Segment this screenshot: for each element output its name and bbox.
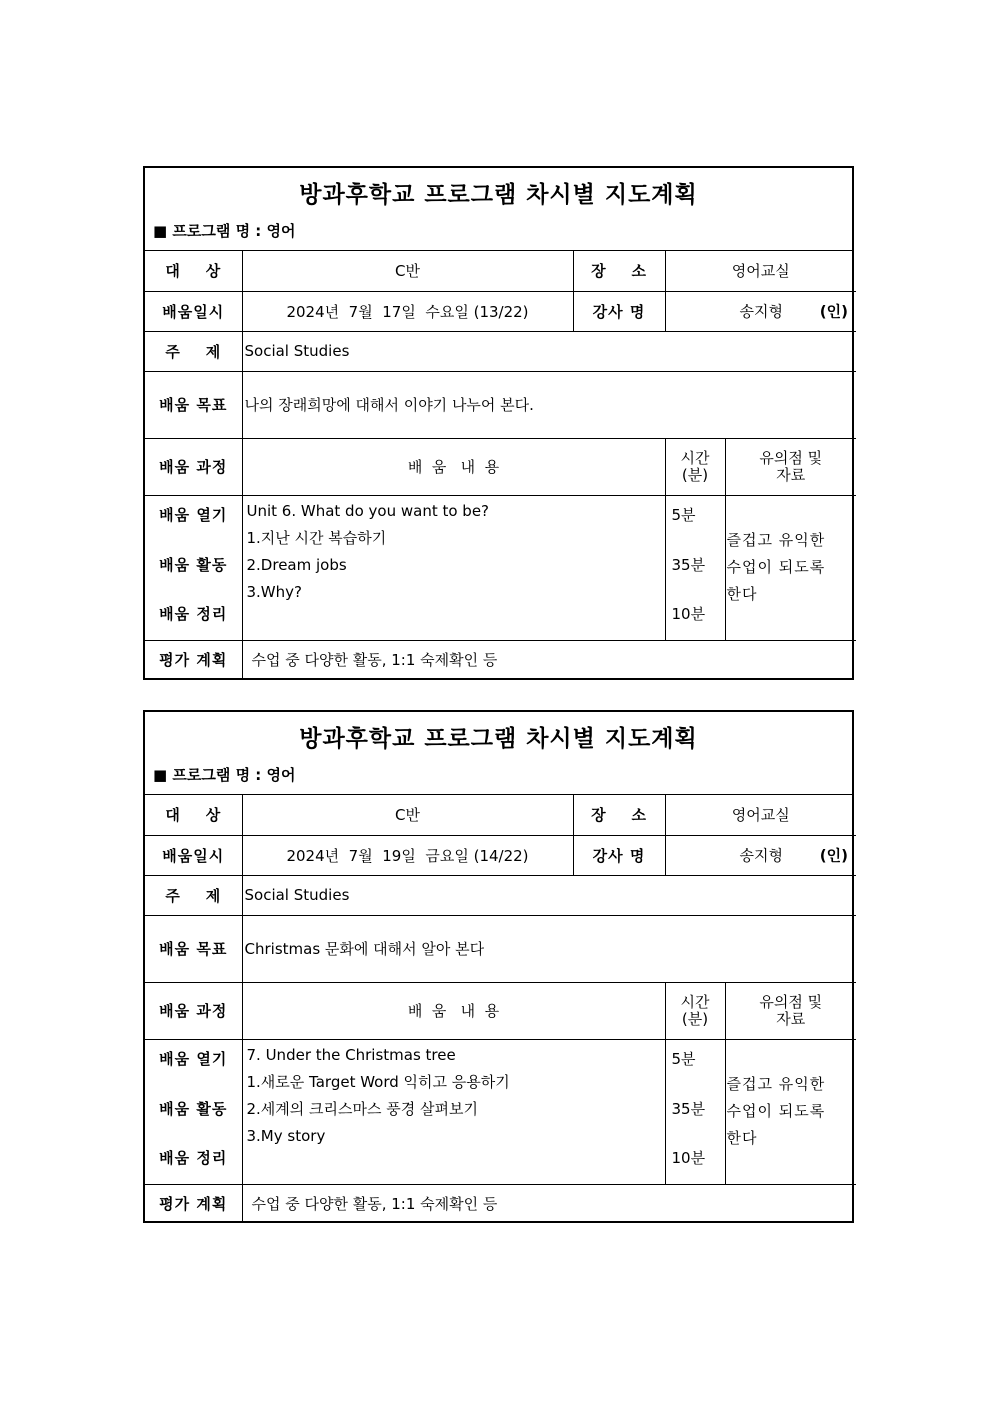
notes-line: 수업이 되도록 [726, 558, 826, 576]
content-line: 7. Under the Christmas tree [246, 1045, 456, 1064]
notes-header-line2: 자료 [776, 465, 806, 484]
instructor-seal: (인) [819, 846, 848, 865]
content-line: Unit 6. What do you want to be? [246, 501, 490, 520]
goal-label: 배움 목표 [145, 915, 242, 982]
instructor-name: 송지형 [739, 302, 783, 321]
subject-value: Social Studies [242, 331, 856, 371]
process-label: 배움 과정 [145, 438, 242, 495]
content-cell [242, 1039, 665, 1184]
instructor-label: 강사 명 [573, 835, 665, 875]
plan-header [145, 712, 852, 795]
time-header [665, 982, 725, 1039]
time-cell [665, 495, 725, 640]
target-value: C반 [242, 795, 573, 835]
time-header-line2: (분) [681, 1009, 709, 1028]
time-header-line2: (분) [681, 465, 709, 484]
notes-line: 한다 [726, 1129, 758, 1147]
plan-table [145, 251, 856, 679]
content-cell [242, 495, 665, 640]
subject-label: 주 제 [145, 875, 242, 915]
content-header: 배 움 내 용 [242, 438, 665, 495]
time-closing: 10분 [671, 604, 706, 623]
date-label: 배움일시 [145, 835, 242, 875]
program-name: ■ 프로그램 명 : 영어 [153, 222, 296, 240]
target-label: 대 상 [145, 251, 242, 291]
target-value: C반 [242, 251, 573, 291]
plan-title: 방과후학교 프로그램 차시별 지도계획 [299, 181, 698, 208]
lesson-plan-2 [143, 710, 854, 1223]
content-line: 1.지난 시간 복습하기 [246, 528, 387, 547]
time-header [665, 438, 725, 495]
place-label: 장 소 [573, 795, 665, 835]
phase-cell [145, 1039, 242, 1184]
place-value: 영어교실 [665, 795, 856, 835]
instructor-cell [665, 291, 856, 331]
phase-activity: 배움 활동 [159, 555, 228, 574]
plan-table [145, 795, 856, 1222]
phase-opening: 배움 열기 [159, 505, 228, 524]
date-value: 2024년 7월 19일 금요일 (14/22) [242, 835, 573, 875]
content-header: 배 움 내 용 [242, 982, 665, 1039]
date-value: 2024년 7월 17일 수요일 (13/22) [242, 291, 573, 331]
notes-header [725, 982, 856, 1039]
time-opening: 5분 [671, 1049, 696, 1068]
eval-value: 수업 중 다양한 활동, 1:1 숙제확인 등 [242, 640, 856, 679]
eval-label: 평가 계획 [145, 1184, 242, 1222]
notes-cell [725, 1039, 856, 1184]
phase-opening: 배움 열기 [159, 1049, 228, 1068]
instructor-cell [665, 835, 856, 875]
subject-value: Social Studies [242, 875, 856, 915]
time-closing: 10분 [671, 1148, 706, 1167]
time-cell [665, 1039, 725, 1184]
notes-header [725, 438, 856, 495]
plan-title: 방과후학교 프로그램 차시별 지도계획 [299, 725, 698, 752]
time-header-line1: 시간 [680, 448, 710, 467]
program-name: ■ 프로그램 명 : 영어 [153, 766, 296, 784]
eval-label: 평가 계획 [145, 640, 242, 679]
target-label: 대 상 [145, 795, 242, 835]
place-label: 장 소 [573, 251, 665, 291]
instructor-seal: (인) [819, 302, 848, 321]
phase-cell [145, 495, 242, 640]
goal-value: 나의 장래희망에 대해서 이야기 나누어 본다. [242, 371, 856, 438]
notes-header-line2: 자료 [776, 1009, 806, 1028]
goal-value: Christmas 문화에 대해서 알아 본다 [242, 915, 856, 982]
process-label: 배움 과정 [145, 982, 242, 1039]
content-line: 1.새로운 Target Word 익히고 응용하기 [246, 1072, 510, 1091]
notes-header-line1: 유의점 및 [759, 448, 823, 467]
notes-cell [725, 495, 856, 640]
place-value: 영어교실 [665, 251, 856, 291]
content-line: 2.세계의 크리스마스 풍경 살펴보기 [246, 1099, 478, 1118]
time-activity: 35분 [671, 1099, 706, 1118]
date-label: 배움일시 [145, 291, 242, 331]
notes-line: 수업이 되도록 [726, 1102, 826, 1120]
instructor-name: 송지형 [739, 846, 783, 865]
time-header-line1: 시간 [680, 992, 710, 1011]
time-activity: 35분 [671, 555, 706, 574]
notes-line: 즐겁고 유익한 [726, 531, 826, 549]
plan-header [145, 168, 852, 251]
phase-closing: 배움 정리 [159, 1148, 228, 1167]
lesson-plan-1 [143, 166, 854, 680]
content-line: 2.Dream jobs [246, 555, 347, 574]
time-opening: 5분 [671, 505, 696, 524]
goal-label: 배움 목표 [145, 371, 242, 438]
subject-label: 주 제 [145, 331, 242, 371]
phase-closing: 배움 정리 [159, 604, 228, 623]
notes-line: 한다 [726, 585, 758, 603]
notes-header-line1: 유의점 및 [759, 992, 823, 1011]
phase-activity: 배움 활동 [159, 1099, 228, 1118]
content-line: 3.My story [246, 1126, 326, 1145]
instructor-label: 강사 명 [573, 291, 665, 331]
eval-value: 수업 중 다양한 활동, 1:1 숙제확인 등 [242, 1184, 856, 1222]
notes-line: 즐겁고 유익한 [726, 1075, 826, 1093]
content-line: 3.Why? [246, 582, 302, 601]
